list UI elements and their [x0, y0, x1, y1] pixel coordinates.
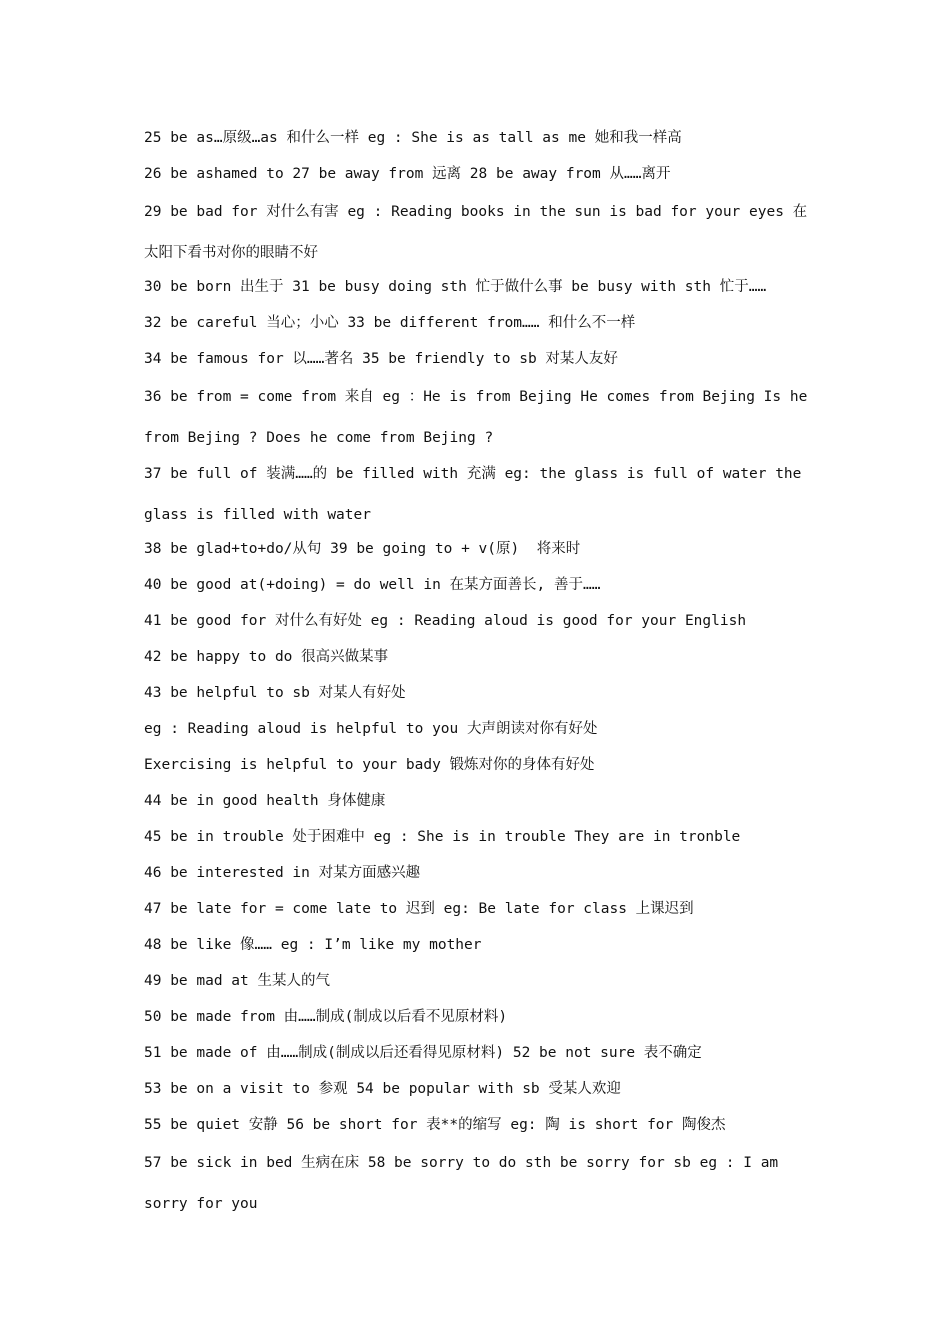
text-line-43: 43 be helpful to sb 对某人有好处 [144, 685, 406, 701]
text-line-44: 44 be in good health 身体健康 [144, 793, 386, 809]
text-line-25: 25 be as…原级…as 和什么一样 eg : She is as tall as me 她和我一样高 [144, 130, 682, 146]
text-line-53: 53 be on a visit to 参观 54 be popular with sb 受某人欢迎 [144, 1081, 621, 1097]
text-line-50: 50 be made from 由……制成(制成以后看不见原材料) [144, 1009, 508, 1025]
text-line-34: 34 be famous for 以……著名 35 be friendly to sb 对某人友好 [144, 351, 618, 367]
text-line-55: 55 be quiet 安静 56 be short for 表**的缩写 eg: 陶 is short for 陶俊杰 [144, 1117, 726, 1133]
text-line-45: 45 be in trouble 处于困难中 eg : She is in trouble They are in tronble [144, 829, 741, 845]
text-line-49: 49 be mad at 生某人的气 [144, 973, 330, 989]
text-line-37: 37 be full of 装满……的 be filled with 充满 eg: the glass is full of water the glass is filled with water [144, 466, 811, 523]
text-line-30: 30 be born 出生于 31 be busy doing sth 忙于做什么事 be busy with sth 忙于…… [144, 279, 767, 295]
text-line-46: 46 be interested in 对某方面感兴趣 [144, 865, 421, 881]
text-line-48: 48 be like 像…… eg : I’m like my mother [144, 937, 482, 953]
text-line-51: 51 be made of 由……制成(制成以后还看得见原材料) 52 be not sure 表不确定 [144, 1045, 702, 1061]
text-line-26: 26 be ashamed to 27 be away from 远离 28 be away from 从……离开 [144, 166, 671, 182]
text-line-43-example: eg : Reading aloud is helpful to you 大声朗读对你有好处 [144, 721, 598, 737]
text-line-47: 47 be late for = come late to 迟到 eg: Be late for class 上课迟到 [144, 901, 694, 917]
text-line-43-example-2: Exercising is helpful to your bady 锻炼对你的身体有好处 [144, 757, 595, 773]
document-body [144, 120, 817, 1220]
text-line-36: 36 be from = come from 来自 eg ：He is from Bejing He comes from Bejing Is he from Bejing ? Does he come from Bejing ? [144, 389, 817, 446]
text-line-38: 38 be glad+to+do/从句 39 be going to + v(原) 将来时 [144, 541, 581, 557]
text-line-32: 32 be careful 当心；小心 33 be different from…… 和什么不一样 [144, 315, 636, 331]
text-line-41: 41 be good for 对什么有好处 eg : Reading aloud is good for your English [144, 613, 747, 629]
text-line-42: 42 be happy to do 很高兴做某事 [144, 649, 389, 665]
text-line-40: 40 be good at(+doing) = do well in 在某方面善长, 善于…… [144, 577, 601, 593]
text-line-29: 29 be bad for 对什么有害 eg : Reading books in the sun is bad for your eyes 在太阳下看书对你的眼睛不好 [144, 204, 808, 261]
text-line-57: 57 be sick in bed 生病在床 58 be sorry to do sth be sorry for sb eg : I am sorry for you [144, 1155, 787, 1212]
